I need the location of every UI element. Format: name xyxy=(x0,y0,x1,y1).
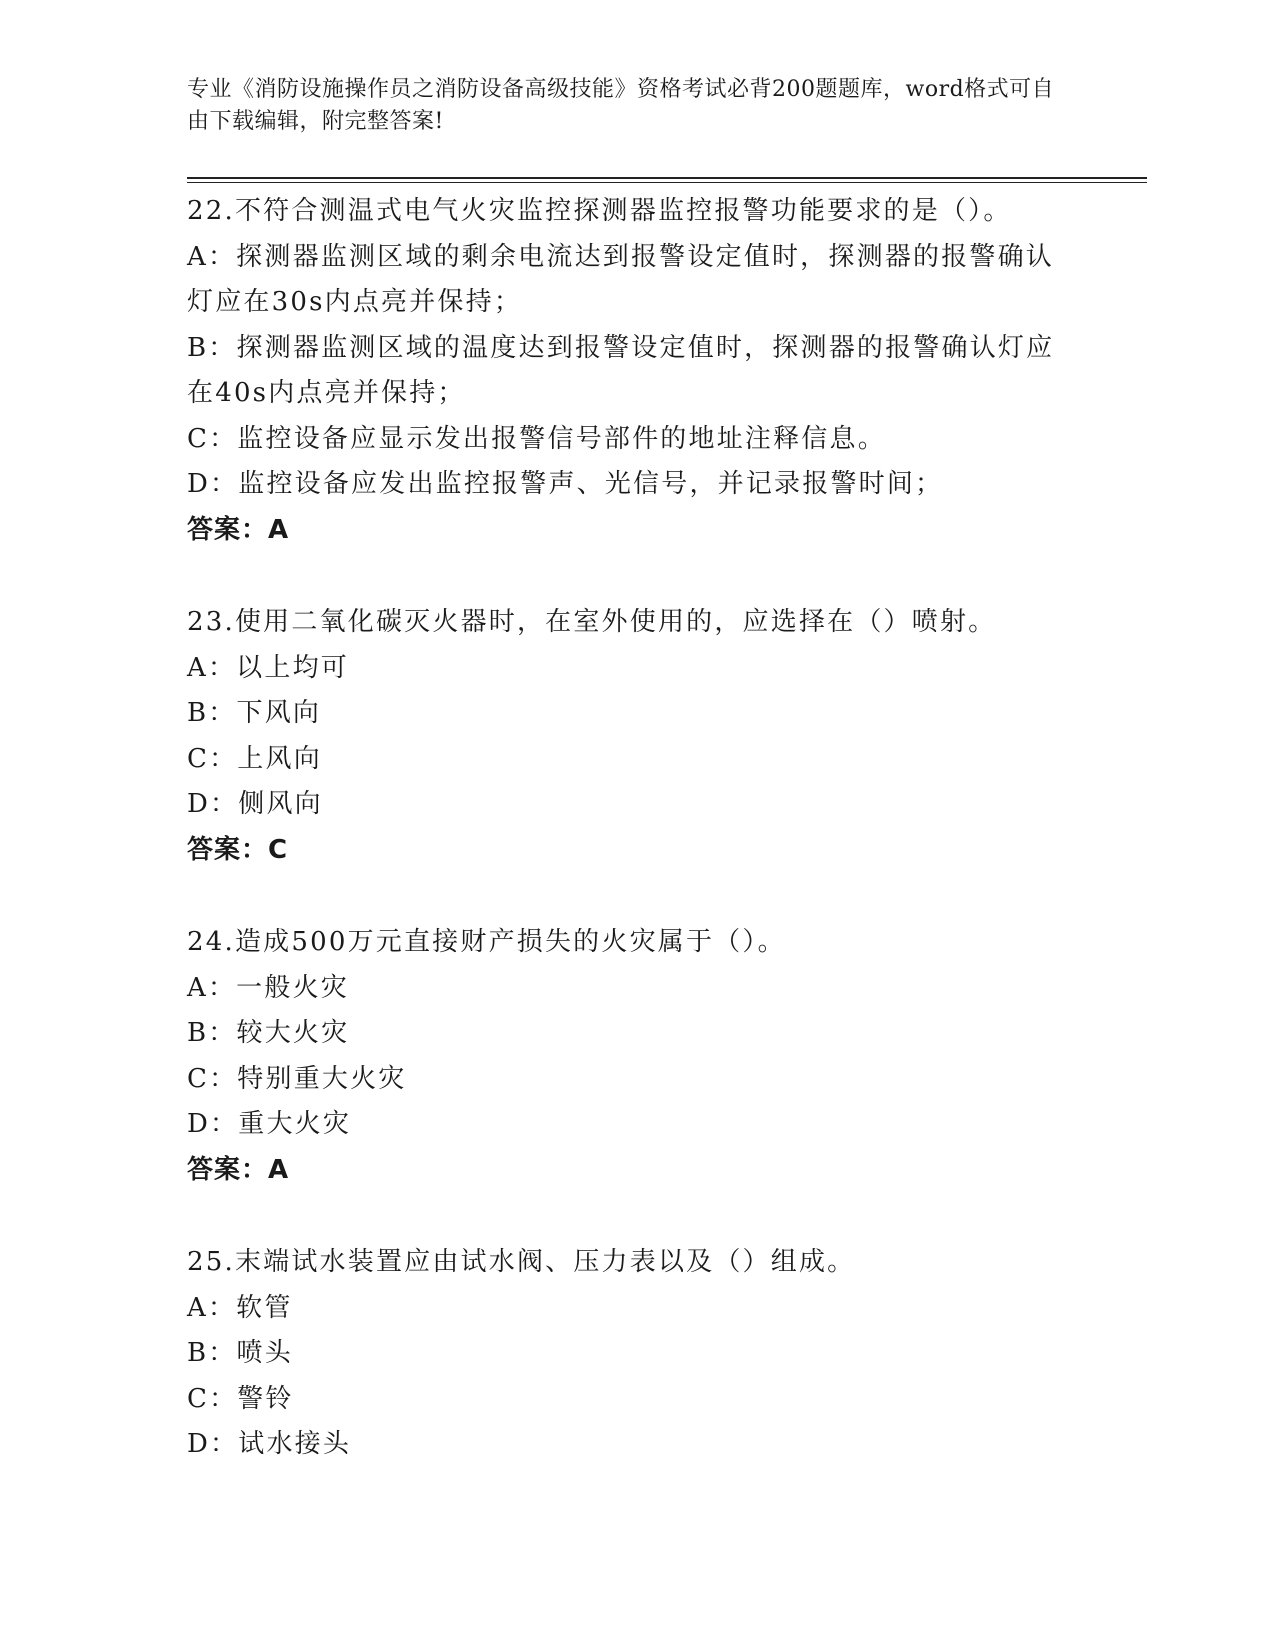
question-24 xyxy=(187,920,1087,1193)
option-a: A：一般火灾 xyxy=(187,972,349,1003)
option-b: B：喷头 xyxy=(187,1338,293,1368)
question-list xyxy=(187,189,1087,1515)
option-c: C：上风向 xyxy=(187,743,322,774)
option-d: D：侧风向 xyxy=(187,789,323,819)
option-d: D：重大火灾 xyxy=(187,1109,352,1139)
option-a: A：软管 xyxy=(187,1292,293,1323)
option-a: A：探测器监测区域的剩余电流达到报警设定值时，探测器的报警确认灯应在30s内点亮并保持； xyxy=(187,241,1054,317)
question-25 xyxy=(187,1240,1087,1468)
answer-label: 答案：A xyxy=(187,514,290,545)
option-c: C：监控设备应显示发出报警信号部件的地址注释信息。 xyxy=(187,423,886,454)
question-stem: 24.造成500万元直接财产损失的火灾属于（）。 xyxy=(187,927,786,957)
option-b: B：探测器监测区域的温度达到报警设定值时，探测器的报警确认灯应在40s内点亮并保持； xyxy=(187,332,1055,408)
question-stem: 23.使用二氧化碳灭火器时，在室外使用的，应选择在（）喷射。 xyxy=(187,607,997,637)
option-c: C：警铃 xyxy=(187,1383,294,1414)
header-rule-thick xyxy=(187,177,1147,179)
document-header: 专业《消防设施操作员之消防设备高级技能》资格考试必背200题题库，word格式可自由下载编辑，附完整答案! xyxy=(187,77,1055,134)
option-b: B：下风向 xyxy=(187,698,322,728)
header-rule-thin xyxy=(187,182,1147,183)
option-a: A：以上均可 xyxy=(187,652,349,683)
question-22 xyxy=(187,189,1087,553)
option-d: D：试水接头 xyxy=(187,1429,352,1459)
question-stem: 25.末端试水装置应由试水阀、压力表以及（）组成。 xyxy=(187,1247,856,1277)
question-stem: 22.不符合测温式电气火灾监控探测器监控报警功能要求的是（）。 xyxy=(187,196,1012,226)
answer-label: 答案：C xyxy=(187,834,289,865)
question-23 xyxy=(187,600,1087,873)
option-c: C：特别重大火灾 xyxy=(187,1063,407,1094)
answer-label: 答案：A xyxy=(187,1154,290,1185)
option-b: B：较大火灾 xyxy=(187,1018,350,1048)
option-d: D：监控设备应发出监控报警声、光信号，并记录报警时间； xyxy=(187,469,944,499)
